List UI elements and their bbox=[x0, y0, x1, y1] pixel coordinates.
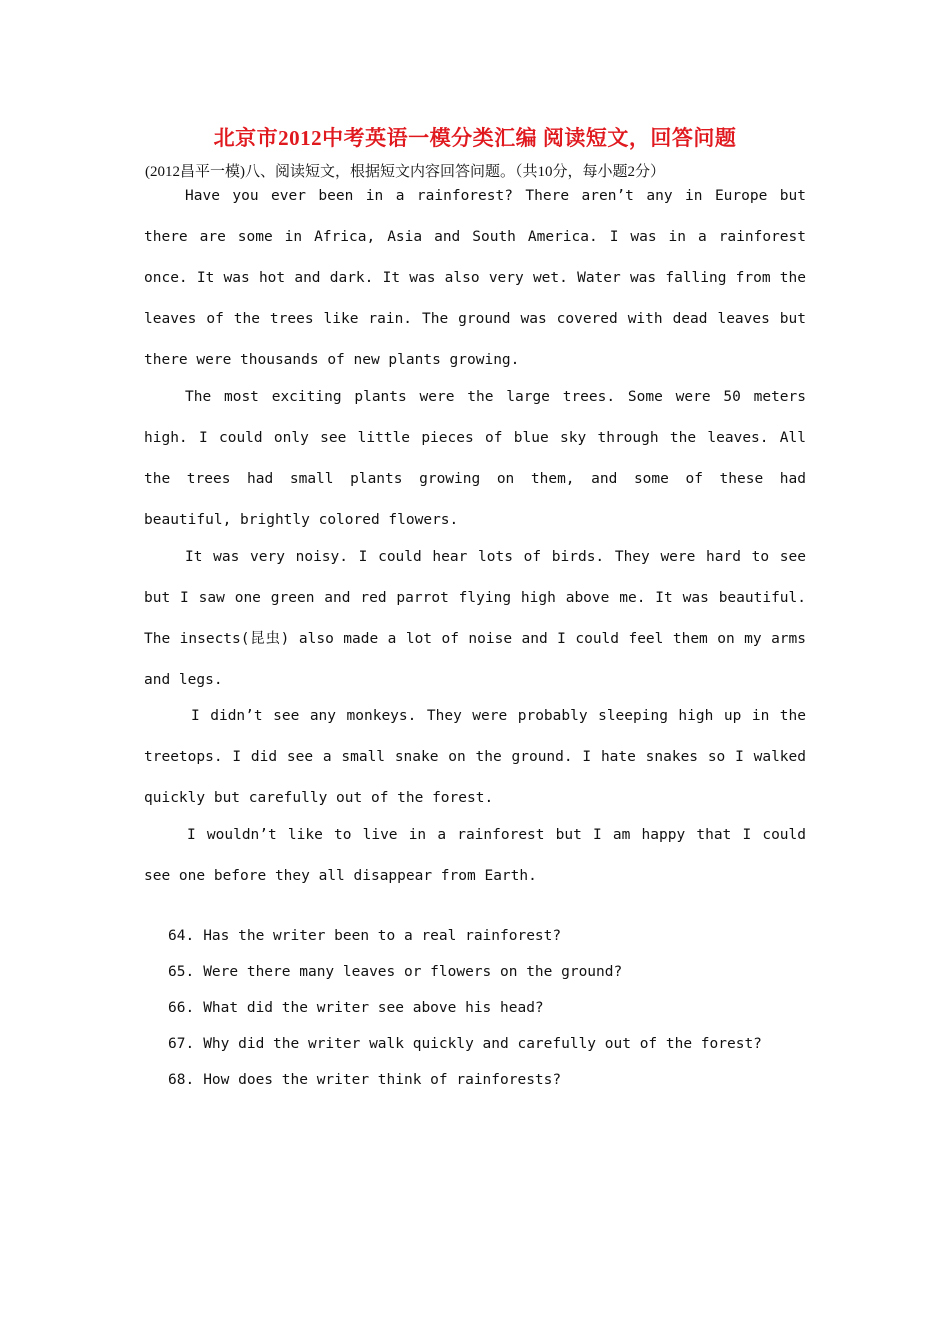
question-item bbox=[168, 1026, 762, 1062]
question-text: Why did the writer walk quickly and carefully out of the forest? bbox=[203, 1036, 762, 1052]
question-number: 68. bbox=[168, 1072, 195, 1088]
passage-paragraph-5: I wouldn’t like to live in a rainforest but I am happy that I could see one before they all disappear from Earth. bbox=[144, 827, 806, 884]
question-text: How does the writer think of rainforests? bbox=[203, 1072, 562, 1088]
question-item bbox=[168, 1062, 762, 1098]
passage-paragraph-2: The most exciting plants were the large trees. Some were 50 meters high. I could only see little pieces of blue sky through the leaves. All the trees had small plants growing on them, and some of these had beautiful, brightly colored flowers. bbox=[144, 389, 806, 528]
question-item bbox=[168, 990, 762, 1026]
question-number: 67. bbox=[168, 1036, 195, 1052]
question-text: What did the writer see above his head? bbox=[203, 1000, 544, 1016]
passage-paragraph-4: I didn’t see any monkeys. They were probably sleeping high up in the treetops. I did see a small snake on the ground. I hate snakes so I walked quickly but carefully out of the forest. bbox=[144, 708, 806, 806]
question-text: Were there many leaves or flowers on the ground? bbox=[203, 964, 623, 980]
passage-paragraph-3: It was very noisy. I could hear lots of birds. They were hard to see but I saw one green and red parrot flying high above me. It was beautiful. The insects(昆虫) also made a lot of noise and I could feel them on my arms and legs. bbox=[144, 549, 806, 688]
question-number: 64. bbox=[168, 928, 195, 944]
section-instructions: (2012昌平一模)八、阅读短文，根据短文内容回答问题。（共10分，每小题2分） bbox=[145, 164, 665, 180]
question-item bbox=[168, 918, 762, 954]
question-number: 66. bbox=[168, 1000, 195, 1016]
passage-paragraph-1: Have you ever been in a rainforest? There aren’t any in Europe but there are some in Africa, Asia and South America. I was in a rainforest once. It was hot and dark. It was also very wet. Water was falling from the leaves of the trees like rain. The ground was covered with dead leaves but there were thousands of new plants growing. bbox=[144, 188, 806, 368]
question-item bbox=[168, 954, 762, 990]
document-title: 北京市2012中考英语一模分类汇编 阅读短文，回答问题 bbox=[213, 126, 737, 150]
question-number: 65. bbox=[168, 964, 195, 980]
question-text: Has the writer been to a real rainforest? bbox=[203, 928, 562, 944]
question-list bbox=[168, 918, 762, 1098]
